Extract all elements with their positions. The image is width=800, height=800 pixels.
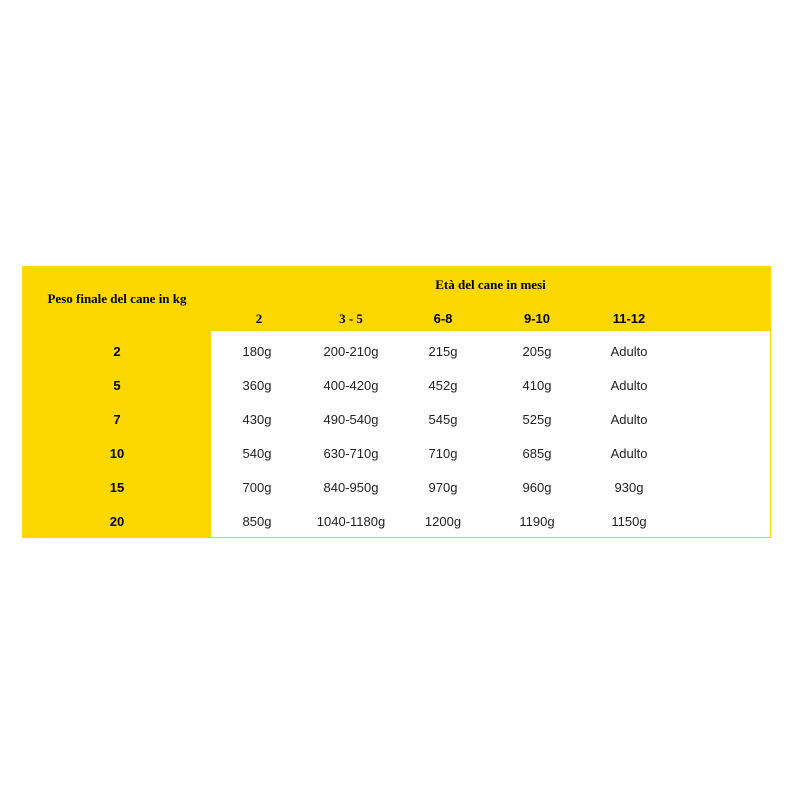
table-cell: 840-950g <box>323 480 379 495</box>
table-cell: 850g <box>242 514 272 529</box>
table-cell: Adulto <box>610 344 648 359</box>
table-cell: 400-420g <box>323 378 379 393</box>
row-label: 15 <box>109 480 125 495</box>
row-label: 10 <box>109 446 125 461</box>
table-cell: 1040-1180g <box>316 514 386 529</box>
feeding-table <box>22 266 771 538</box>
row-label: 7 <box>113 412 121 427</box>
table-cell: 180g <box>242 344 272 359</box>
table-cell: 430g <box>242 412 272 427</box>
table-cell: 452g <box>428 378 458 393</box>
table-cell: 540g <box>242 446 272 461</box>
table-cell: 685g <box>522 446 552 461</box>
table-cell: 700g <box>242 480 272 495</box>
column-header: 6-8 <box>433 311 453 326</box>
row-label: 2 <box>113 344 121 359</box>
table-cell: 410g <box>522 378 552 393</box>
table-cell: 1150g <box>611 514 647 529</box>
column-header: 2 <box>255 311 263 326</box>
table-cell: 630-710g <box>323 446 379 461</box>
table-cell: 545g <box>428 412 458 427</box>
column-header: 11-12 <box>612 311 646 326</box>
table-cell: 710g <box>428 446 458 461</box>
table-cell: Adulto <box>610 378 648 393</box>
age-group-title: Età del cane in mesi <box>435 277 546 292</box>
corner-label: Peso finale del cane in kg <box>47 291 187 306</box>
column-header: 3 - 5 <box>339 311 363 326</box>
column-header: 9-10 <box>523 311 551 326</box>
row-label: 5 <box>113 378 121 393</box>
table-cell: 525g <box>522 412 552 427</box>
table-cell: 360g <box>242 378 272 393</box>
table-cell: 200-210g <box>323 344 379 359</box>
table-cell: 205g <box>522 344 552 359</box>
table-cell: 215g <box>428 344 458 359</box>
table-cell: 960g <box>522 480 552 495</box>
row-label: 20 <box>109 514 125 529</box>
table-cell: Adulto <box>610 412 648 427</box>
table-cell: 970g <box>428 480 458 495</box>
row-header-column <box>23 267 211 537</box>
table-cell: Adulto <box>610 446 648 461</box>
table-cell: 1190g <box>519 514 555 529</box>
table-cell: 930g <box>614 480 644 495</box>
table-cell: 490-540g <box>323 412 379 427</box>
table-cell: 1200g <box>424 514 462 529</box>
